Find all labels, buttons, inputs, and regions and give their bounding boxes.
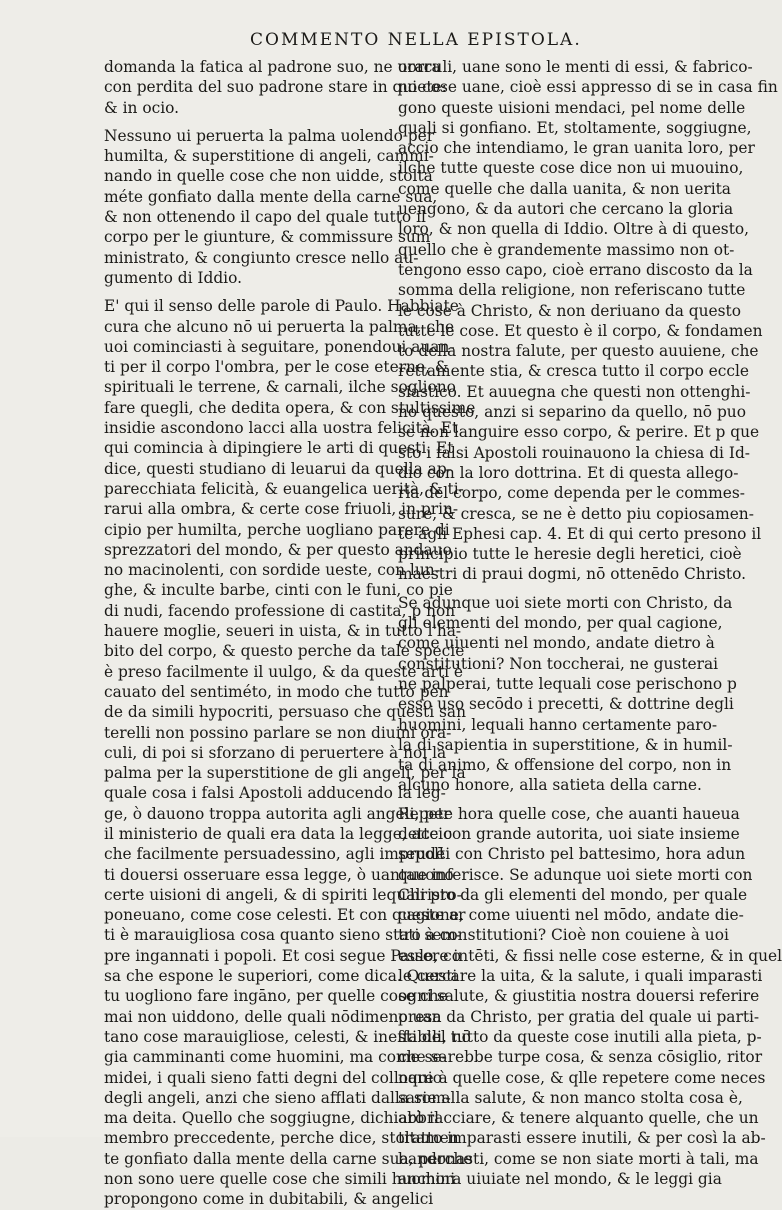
paragraph-gap xyxy=(398,796,688,804)
text-line: è preso facilmente il uulgo, & da queste arti è xyxy=(104,662,464,681)
text-line: sarie alla salute, & non manco stolta cosa è, xyxy=(398,1088,743,1107)
text-line: méte gonfiato dalla mente della carne sua, xyxy=(104,187,438,206)
paragraph xyxy=(398,57,778,585)
text-line: palma per la superstitione de gli angeli, per la xyxy=(104,764,466,783)
text-line: E' qui il senso delle parole di Paulo. Habbiate xyxy=(104,297,459,316)
text-line: come uiuenti nel mondo, andate dietro à xyxy=(398,634,715,653)
text-line: oraculi, uane sono le menti di essi, & fabrico- xyxy=(398,58,753,76)
paragraph-gap xyxy=(104,288,400,296)
text-line: presa da Christo, per gratia del quale ui parti- xyxy=(398,1007,760,1026)
text-line: il ministerio de quali era data la legge, accio xyxy=(104,824,453,843)
text-line: cipio per humilta, perche uogliano parere di xyxy=(104,520,450,539)
text-line: nando in quelle cose che non uidde, stolta xyxy=(104,167,433,186)
text-line: Repete hora quelle cose, che auanti haueua xyxy=(398,804,740,823)
text-line: te agli Ephesi cap. 4. Et di qui certo presono il xyxy=(398,524,762,543)
paragraph xyxy=(104,296,476,1209)
text-line: nare à quelle cose, & qlle repetere come neces xyxy=(398,1068,766,1087)
text-line: ilche tutte queste cose dice non ui muouino, xyxy=(398,159,744,178)
text-line: cagione, come uiuenti nel mōdo, andate die- xyxy=(398,906,744,925)
text-line: tutte le cose. Et questo è il corpo, & fondamen xyxy=(398,321,763,340)
text-line: no questo, anzi si separino da quello, nō puo xyxy=(398,403,746,422)
text-line: che facilmente persuadessino, agli imprudē xyxy=(104,845,445,864)
paragraph xyxy=(398,593,737,796)
text-line: rarui alla ombra, & certe cose friuoli, in prin- xyxy=(104,500,459,519)
text-line: principio tutte le heresie degli heretici, cioè xyxy=(398,545,742,564)
text-line: quello che è grandemente massimo non ot- xyxy=(398,240,735,259)
text-line: tengono esso capo, cioè errano discosto da la xyxy=(398,260,753,279)
text-line: gia camminanti come huomini, ma come se- xyxy=(104,1048,447,1067)
text-line: ma deita. Quello che soggiugne, dichiarò il xyxy=(104,1109,439,1128)
text-line: esso uso secōdo i precetti, & dottrine degli xyxy=(398,695,734,714)
text-line: tu uogliono fare ingāno, per quelle cose che xyxy=(104,987,448,1006)
text-line: ministrato, & congiunto cresce nello au- xyxy=(104,248,419,267)
text-line: sto i falsi Apostoli rouinauono la chiesa di Id- xyxy=(398,443,750,462)
text-line: & non ottenendo il capo del quale tutto il xyxy=(104,208,426,227)
text-line: quali si gonfiano. Et, stoltamente, soggiugne, xyxy=(398,118,752,137)
text-line: somma della religione, non referiscano tutte xyxy=(398,281,746,300)
text-line: te gonfiato dalla mente della carne sua, perche xyxy=(104,1149,473,1168)
text-line: ge, ò dauono troppa autorita agli angeli, per xyxy=(104,804,451,823)
text-line: ti per il corpo l'ombra, per le cose eterne, & xyxy=(104,358,449,377)
paragraph xyxy=(104,57,447,118)
text-line: alcuno honore, alla satieta della carne. xyxy=(398,776,702,795)
paragraph xyxy=(398,804,782,1190)
text-line: ghe, & inculte barbe, cinti con le funi, co pie xyxy=(104,581,453,600)
text-line: abbracciare, & tenere alquanto quelle, che un xyxy=(398,1109,759,1128)
text-line: essere intēti, & fissi nelle cose esterne, & in quel xyxy=(398,946,782,965)
text-line: insidie ascondono lacci alla uostra felicità. Et xyxy=(104,419,459,438)
text-line: no cose uane, cioè essi appresso di se in casa fin xyxy=(398,78,778,97)
text-line: tano cose marauigliose, celesti, & ineffabili, nō xyxy=(104,1027,471,1046)
text-line: loro, & non quella di Iddio. Oltre à di questo, xyxy=(398,220,750,239)
right-column xyxy=(398,57,782,1189)
text-line: che sarebbe turpe cosa, & senza cōsiglio, ritor xyxy=(398,1048,763,1067)
text-line: le cercare la uita, & la salute, i quali imparasti xyxy=(398,967,763,986)
text-line: membro preccedente, perche dice, stoltamen xyxy=(104,1129,459,1148)
text-line: huomini, lequali hanno certamente paro- xyxy=(398,715,718,734)
text-line: Christo da gli elementi del mondo, per quale xyxy=(398,885,748,904)
text-line: culi, di poi si sforzano di peruertere à noi la xyxy=(104,743,447,762)
text-line: parecchiata felicità, & euangelica uerità, & ti- xyxy=(104,479,464,498)
text-line: ogni salute, & giustitia nostra douersi referire xyxy=(398,987,760,1006)
text-line: ria del corpo, come dependa per le commes- xyxy=(398,484,745,503)
text-line: ta di animo, & offensione del corpo, non in xyxy=(398,756,732,775)
text-line: sepolti con Christo pel battesimo, hora adun xyxy=(398,845,746,864)
text-line: degli angeli, anzi che sieno afflati dalla som- xyxy=(104,1088,451,1107)
text-line: gli elementi del mondo, per qual cagione, xyxy=(398,614,723,633)
text-line: con perdita del suo padrone stare in quiete: xyxy=(104,78,447,97)
text-line: sprezzatori del mondo, & per questo andauo xyxy=(104,540,452,559)
text-line: constitutioni? Non toccherai, ne gusterai xyxy=(398,654,719,673)
text-line: come quelle che dalla uanita, & non uerita xyxy=(398,179,731,198)
text-line: la di sapientia in superstitione, & in humil- xyxy=(398,735,733,754)
text-line: pre ingannati i popoli. Et cosi segue Paulo, co xyxy=(104,946,462,965)
paragraph xyxy=(104,126,438,288)
text-line: to della nostra falute, per questo auuiene, che xyxy=(398,342,759,361)
text-line: de da simili hypocriti, persuaso che questi san xyxy=(104,703,467,722)
text-line: gumento di Iddio. xyxy=(104,268,242,287)
text-line: domanda la fatica al padrone suo, ne uorra xyxy=(104,58,441,76)
text-line: uengono, & da autori che cercano la gloria xyxy=(398,200,734,219)
text-line: se non languire esso corpo, & perire. Et p que xyxy=(398,423,760,442)
left-column xyxy=(104,57,476,1210)
text-line: siastico. Et auuegna che questi non ottenghi- xyxy=(398,382,751,401)
text-line: bito del corpo, & questo perche da tale specie xyxy=(104,642,465,661)
text-line: cura che alcuno nō ui peruerta la palma, che xyxy=(104,317,455,336)
text-line: mai non uiddono, delle quali nōdimeno uan xyxy=(104,1007,442,1026)
text-line: sa che espone le superiori, come dica. Questi xyxy=(104,967,458,986)
text-line: anchora uiuiate nel mondo, & le leggi gia xyxy=(398,1170,722,1189)
text-line: terelli non possino parlare se non diuini ora- xyxy=(104,723,452,742)
text-line: ne palperai, tutte lequali cose perischono p xyxy=(398,674,737,693)
text-line: propongono come in dubitabili, & angelici xyxy=(104,1190,434,1209)
text-line: di nudi, facendo professione di castita, p non xyxy=(104,601,456,620)
text-line: tro à constitutioni? Cioè non couiene à uoi xyxy=(398,926,729,945)
text-line: qui comincia à dipingiere le arti di questi. Et xyxy=(104,439,454,458)
text-line: gono queste uisioni mendaci, pel nome delle xyxy=(398,98,746,117)
text-line: le cose à Christo, & non deriuano da questo xyxy=(398,301,741,320)
text-line: rettamente stia, & cresca tutto il corpo eccle xyxy=(398,362,750,381)
text-line: dette con grande autorita, uoi siate insieme xyxy=(398,824,740,843)
paragraph-gap xyxy=(398,585,688,593)
text-line: poneuano, come cose celesti. Et con queste ar xyxy=(104,906,466,925)
text-line: sti del tutto da queste cose inutili alla pieta, p- xyxy=(398,1027,762,1046)
text-line: cauato del sentiméto, in modo che tutto pen xyxy=(104,682,449,701)
running-header: COMMENTO NELLA EPISTOLA. xyxy=(250,30,582,50)
text-line: dio con la loro dottrina. Et di questa allego- xyxy=(398,463,739,482)
text-line: accio che intendiamo, le gran uanita loro, per xyxy=(398,139,755,158)
text-line: uoi cominciasti à seguitare, ponendoui auan- xyxy=(104,337,455,356)
paragraph-gap xyxy=(104,118,400,126)
text-line: humilta, & superstitione di angeli, cammi- xyxy=(104,147,434,166)
text-line: hauere moglie, seueri in uista, & in tutto l'ha- xyxy=(104,622,462,641)
text-line: bandonasti, come se non siate morti à tali, ma xyxy=(398,1149,759,1168)
text-line: corpo per le giunture, & commissure sum xyxy=(104,228,431,247)
text-line: & in ocio. xyxy=(104,98,180,117)
text-line: midei, i quali sieno fatti degni del colloquio xyxy=(104,1068,442,1087)
text-line: sure, & cresca, se ne è detto piu copiosamen- xyxy=(398,504,754,523)
text-line: tratto imparasti essere inutili, & per così la ab- xyxy=(398,1129,766,1148)
text-line: Se adunque uoi siete morti con Christo, da xyxy=(398,593,733,612)
text-line: fare quegli, che dedita opera, & con stultissime xyxy=(104,398,476,417)
text-line: ti è marauigliosa cosa quanto sieno stati sem- xyxy=(104,926,462,945)
text-line: certe uisioni di angeli, & di spiriti lequali pro- xyxy=(104,885,462,904)
text-line: quale cosa i falsi Apostoli adducendo la leg- xyxy=(104,784,446,803)
text-line: ti douersi osseruare essa legge, ò uantauono xyxy=(104,865,454,884)
text-line: spirituali le terrene, & carnali, ilche sogliono xyxy=(104,378,456,397)
text-line: no macinolenti, con sordide ueste, con lun- xyxy=(104,561,440,580)
text-line: que inferisce. Se adunque uoi siete morti con xyxy=(398,865,753,884)
text-line: Nessuno ui peruerta la palma uolendo per xyxy=(104,126,435,145)
text-line: maestri di praui dogmi, nō ottenēdo Christo. xyxy=(398,565,746,584)
text-line: dice, questi studiano di leuarui da quella ap- xyxy=(104,459,452,478)
text-line: non sono uere quelle cose che simili huomini xyxy=(104,1170,456,1189)
